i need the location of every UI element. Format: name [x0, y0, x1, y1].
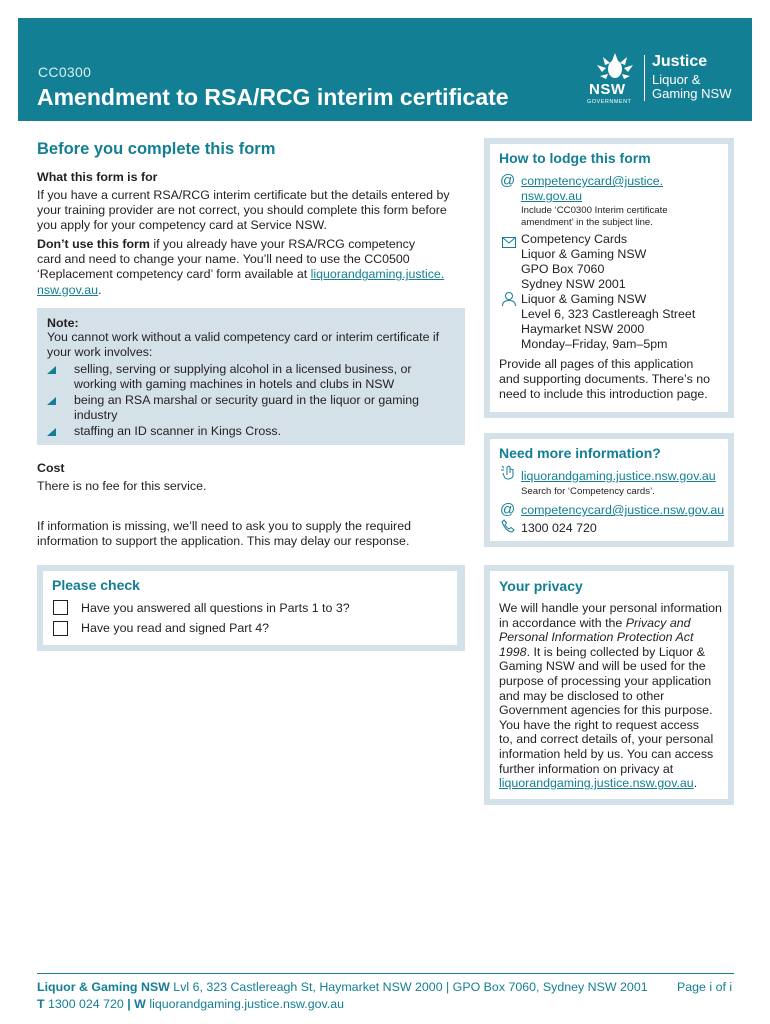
- email-at-icon: @: [500, 501, 516, 518]
- paragraph-line: information held by us. You can access: [499, 746, 714, 761]
- note-line: your work involves:: [47, 345, 153, 359]
- bullet-triangle-icon: [47, 366, 56, 374]
- page-title: Amendment to RSA/RCG interim certificate: [37, 84, 509, 110]
- dont-use-text: .: [98, 282, 102, 297]
- lodge-panel: [484, 138, 734, 418]
- in-person-address: [521, 292, 695, 352]
- info-email-link[interactable]: competencycard@justice.nsw.gov.au: [521, 503, 725, 517]
- paragraph-line: need to include this introduction page.: [499, 387, 708, 401]
- dont-use-text: ‘Replacement competency card’ form available at: [37, 267, 311, 282]
- paragraph-line: in accordance with the Privacy and: [499, 615, 691, 630]
- web-note: Search for ‘Competency cards’.: [521, 486, 655, 497]
- logo-agency-text: [652, 73, 731, 101]
- bullet-line: staffing an ID scanner in Kings Cross.: [74, 424, 282, 438]
- footer-address: Liquor & Gaming NSW Lvl 6, 323 Castlereagh St, Haymarket NSW 2000 | GPO Box 7060, Sydney NSW 2001: [37, 980, 648, 994]
- paragraph-line: liquorandgaming.justice.nsw.gov.au.: [499, 776, 698, 791]
- paragraph-line: You have the right to request access: [499, 717, 699, 732]
- logo-divider: [644, 55, 645, 101]
- address-line: Sydney NSW 2001: [521, 277, 626, 291]
- privacy-panel: [484, 565, 734, 805]
- paragraph-line: and supporting documents. There’s no: [499, 372, 711, 386]
- phone-icon: [501, 519, 515, 533]
- email-note: [521, 205, 668, 229]
- logo-agency-line: Liquor &: [652, 72, 701, 87]
- note-text: [47, 330, 457, 360]
- dont-use-paragraph: [37, 237, 467, 298]
- address-line: GPO Box 7060: [521, 262, 605, 276]
- checklist-item: Have you answered all questions in Parts 1 to 3?: [81, 601, 350, 615]
- website-link[interactable]: nsw.gov.au: [37, 282, 99, 297]
- logo-government-text: GOVERNMENT: [587, 99, 632, 105]
- cost-heading: Cost: [37, 461, 65, 475]
- privacy-heading: Your privacy: [499, 578, 583, 594]
- form-code: CC0300: [38, 64, 92, 80]
- paragraph-line: information to support the application. This may delay our response.: [37, 534, 410, 549]
- footer-contact: T 1300 024 720 | W liquorandgaming.justice.nsw.gov.au: [37, 997, 345, 1011]
- please-check-box: [37, 565, 465, 651]
- paragraph-line: If information is missing, we’ll need to ask you to supply the required: [37, 519, 411, 533]
- person-icon: [501, 291, 517, 307]
- post-address: [521, 232, 646, 292]
- address-line: Haymarket NSW 2000: [521, 322, 645, 336]
- address-line: Liquor & Gaming NSW: [521, 247, 647, 261]
- email-at-icon: @: [500, 172, 516, 189]
- logo-justice-text: Justice: [652, 53, 708, 70]
- paragraph-line: Personal Information Protection Act: [499, 630, 694, 645]
- paragraph-line: Government agencies for this purpose.: [499, 703, 713, 718]
- envelope-icon: [502, 237, 516, 248]
- address-line: Liquor & Gaming NSW: [521, 292, 647, 306]
- bullet-line: industry: [74, 408, 118, 422]
- bullet-line: selling, serving or supplying alcohol in a licensed business, or: [74, 362, 412, 376]
- paragraph-line: [37, 237, 467, 252]
- paragraph-line: Provide all pages of this application: [499, 357, 694, 371]
- paragraph-line: and may be disclosed to other: [499, 688, 665, 703]
- paragraph-line: Gaming NSW and will be used for the: [499, 659, 706, 674]
- bullet-triangle-icon: [47, 428, 56, 436]
- dont-use-text: if you already have your RSA/RCG competency: [149, 237, 416, 251]
- missing-info-paragraph: [37, 519, 467, 549]
- bullet-line: being an RSA marshal or security guard in the liquor or gaming: [74, 393, 420, 407]
- lodge-heading: How to lodge this form: [499, 150, 651, 166]
- address-line: Competency Cards: [521, 232, 628, 246]
- waratah-icon: [595, 51, 635, 81]
- before-heading: Before you complete this form: [37, 140, 276, 158]
- paragraph-line: you apply for your competency card at Service NSW.: [37, 218, 327, 233]
- website-link[interactable]: liquorandgaming.justice.: [310, 267, 445, 282]
- dont-use-bold: Don’t use this form: [37, 237, 150, 251]
- what-paragraph: [37, 188, 467, 234]
- checklist-item: Have you read and signed Part 4?: [81, 621, 270, 635]
- lodge-email-link[interactable]: competencycard@justice.: [521, 174, 664, 188]
- paragraph-line: your training provider are not correct, you should complete this form before: [37, 203, 447, 218]
- footer-org: Liquor & Gaming NSW: [37, 980, 170, 994]
- checklist-checkbox[interactable]: [53, 621, 68, 636]
- paragraph-line: card and need to change your name. You’ll need to use the CC0500: [37, 252, 410, 267]
- website-link[interactable]: liquorandgaming.justice.nsw.gov.au: [521, 469, 716, 483]
- checklist-checkbox[interactable]: [53, 600, 68, 615]
- phone-number: 1300 024 720: [521, 521, 597, 535]
- logo-nsw-text: NSW: [589, 81, 626, 98]
- bullet-triangle-icon: [47, 397, 56, 405]
- nsw-justice-logo: [583, 51, 743, 107]
- web-click-icon: [500, 464, 516, 480]
- paragraph-line: [37, 267, 467, 282]
- lodge-email-link[interactable]: nsw.gov.au: [521, 189, 583, 203]
- provide-paragraph: [499, 357, 710, 402]
- privacy-link[interactable]: liquorandgaming.justice.nsw.gov.au: [499, 776, 694, 791]
- cost-text: There is no fee for this service.: [37, 479, 207, 493]
- paragraph-line: If you have a current RSA/RCG interim certificate but the details entered by: [37, 188, 450, 202]
- note-box: [37, 308, 465, 445]
- what-heading: What this form is for: [37, 170, 158, 184]
- paragraph-line: 1998. It is being collected by Liquor &: [499, 644, 705, 659]
- note-line: You cannot work without a valid competency card or interim certificate if: [47, 330, 440, 344]
- page-header: [18, 18, 752, 121]
- paragraph-line: [37, 283, 467, 298]
- email-note-line: Include ‘CC0300 Interim certificate: [521, 205, 668, 216]
- footer-divider: [37, 973, 734, 974]
- paragraph-line: purpose of processing your application: [499, 673, 712, 688]
- privacy-paragraph: [499, 601, 731, 791]
- email-note-line: amendment’ in the subject line.: [521, 217, 653, 228]
- note-label: Note:: [47, 316, 79, 330]
- paragraph-line: to, and correct details of, your personal: [499, 732, 714, 747]
- please-check-heading: Please check: [52, 577, 140, 593]
- logo-agency-line: Gaming NSW: [652, 86, 732, 101]
- more-info-panel: [484, 433, 734, 547]
- page-number: Page i of i: [677, 980, 733, 994]
- address-line: Level 6, 323 Castlereagh Street: [521, 307, 696, 321]
- more-info-heading: Need more information?: [499, 445, 661, 461]
- paragraph-line: further information on privacy at: [499, 761, 674, 776]
- bullet-line: working with gaming machines in hotels and clubs in NSW: [74, 377, 395, 391]
- address-line: Monday–Friday, 9am–5pm: [521, 337, 668, 351]
- paragraph-line: We will handle your personal information: [499, 601, 722, 615]
